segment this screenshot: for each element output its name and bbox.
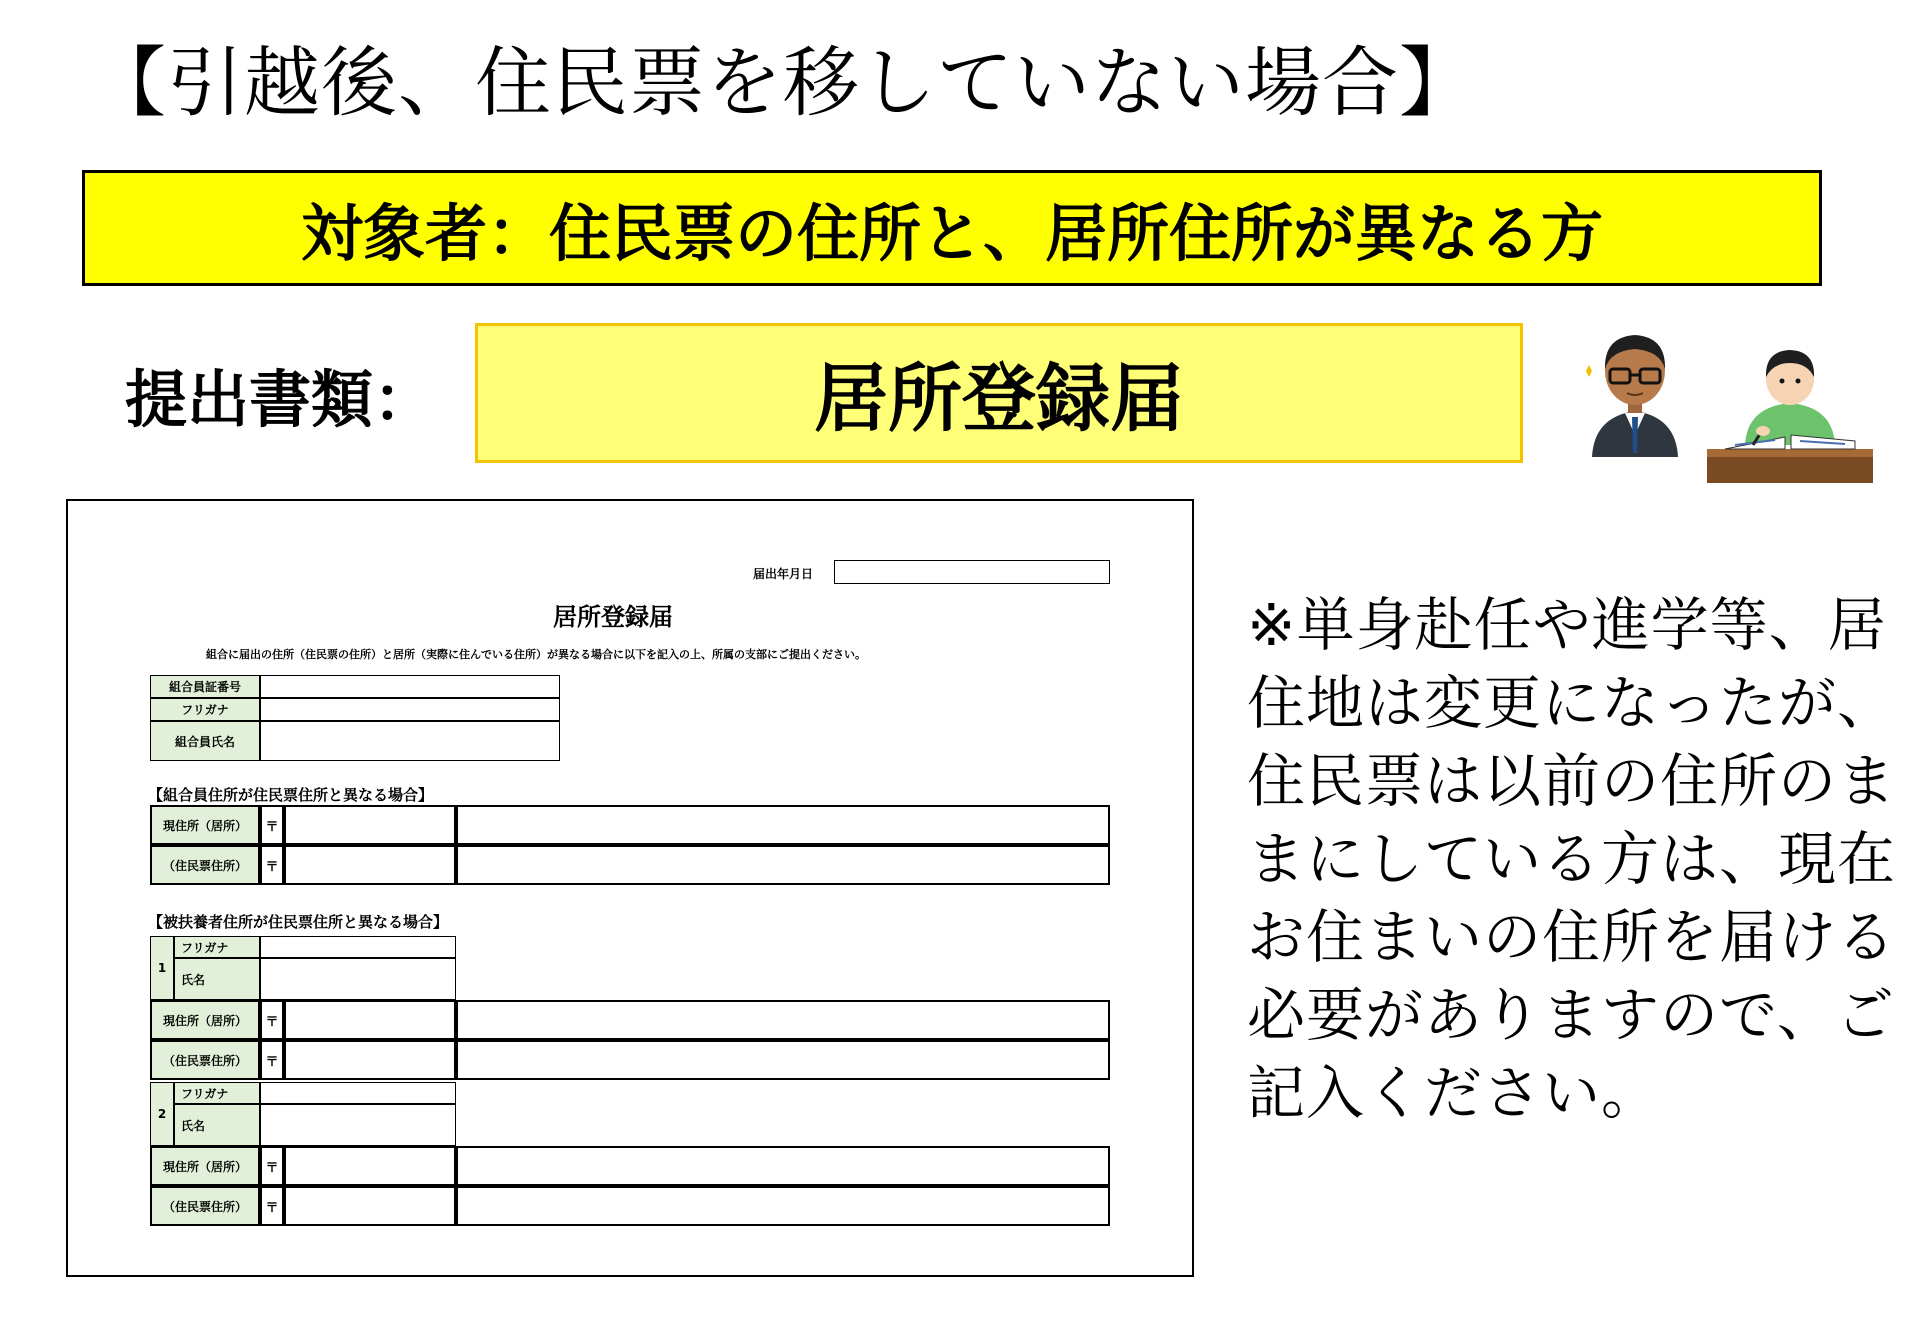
dependent-1-current-address-label: 現住所（居所） [150, 1000, 260, 1040]
dependent-1-name-field [260, 958, 456, 1000]
member-current-address-field [456, 805, 1110, 845]
dependent-1-furigana-field [260, 936, 456, 958]
member-registered-address-label: （住民票住所） [150, 845, 260, 885]
dependent-2-current-address-field [456, 1146, 1110, 1186]
page-title: 【引越後、住民票を移していない場合】 [90, 38, 1476, 127]
member-number-field [260, 675, 560, 698]
section-member-heading: 【組合員住所が住民票住所と異なる場合】 [148, 786, 434, 804]
section-dependent-heading: 【被扶養者住所が住民票住所と異なる場合】 [148, 913, 449, 931]
target-text: 対象者：住民票の住所と、居所住所が異なる方 [300, 196, 1603, 270]
dependent-2-current-postal-field [284, 1146, 456, 1186]
member-furigana-field [260, 698, 560, 721]
dependent-1-name-label: 氏名 [174, 958, 260, 1000]
dependent-2-furigana-field [260, 1082, 456, 1104]
member-current-address-label: 現住所（居所） [150, 805, 260, 845]
dependent-2-number: 2 [150, 1082, 174, 1146]
member-name-label: 組合員氏名 [150, 721, 260, 761]
member-current-postal-mark: 〒 [260, 805, 284, 845]
dependent-2-registered-postal-mark: 〒 [260, 1186, 284, 1226]
dependent-2-registered-postal-field [284, 1186, 456, 1226]
member-name-field [260, 721, 560, 761]
writing-person-illustration [1705, 345, 1875, 485]
document-name: 居所登録届 [814, 356, 1184, 442]
member-registered-address-field [456, 845, 1110, 885]
member-registered-postal-mark: 〒 [260, 845, 284, 885]
explanation-note: ※単身赴任や進学等、居住地は変更になったが、住民票は以前の住所のままにしている方は、現在お住まいの住所を届ける必要がありますので、ご記入ください。 [1247, 591, 1897, 1127]
document-label: 提出書類： [125, 363, 436, 436]
businessman-illustration [1580, 325, 1690, 460]
form-date-field [834, 560, 1110, 584]
form-preview [66, 499, 1194, 1277]
dependent-1-current-postal-field [284, 1000, 456, 1040]
dependent-1-registered-address-label: （住民票住所） [150, 1040, 260, 1080]
form-instruction: 組合に届出の住所（住民票の住所）と居所（実際に住んでいる住所）が異なる場合に以下を記入の上、所属の支部にご提出ください。 [206, 648, 866, 661]
dependent-1-registered-postal-field [284, 1040, 456, 1080]
dependent-2-name-field [260, 1104, 456, 1146]
dependent-2-furigana-label: フリガナ [174, 1082, 260, 1104]
member-current-postal-field [284, 805, 456, 845]
dependent-2-registered-address-field [456, 1186, 1110, 1226]
dependent-2-registered-address-label: （住民票住所） [150, 1186, 260, 1226]
dependent-2-current-address-label: 現住所（居所） [150, 1146, 260, 1186]
dependent-1-current-postal-mark: 〒 [260, 1000, 284, 1040]
form-title: 居所登録届 [553, 603, 673, 631]
member-number-label: 組合員証番号 [150, 675, 260, 698]
form-date-label: 届出年月日 [753, 567, 814, 581]
document-name-box [475, 323, 1523, 463]
dependent-1-furigana-label: フリガナ [174, 936, 260, 958]
dependent-1-number: 1 [150, 936, 174, 1000]
member-furigana-label: フリガナ [150, 698, 260, 721]
dependent-1-registered-postal-mark: 〒 [260, 1040, 284, 1080]
dependent-1-registered-address-field [456, 1040, 1110, 1080]
dependent-1-current-address-field [456, 1000, 1110, 1040]
member-registered-postal-field [284, 845, 456, 885]
target-banner [82, 170, 1822, 286]
dependent-2-current-postal-mark: 〒 [260, 1146, 284, 1186]
dependent-2-name-label: 氏名 [174, 1104, 260, 1146]
